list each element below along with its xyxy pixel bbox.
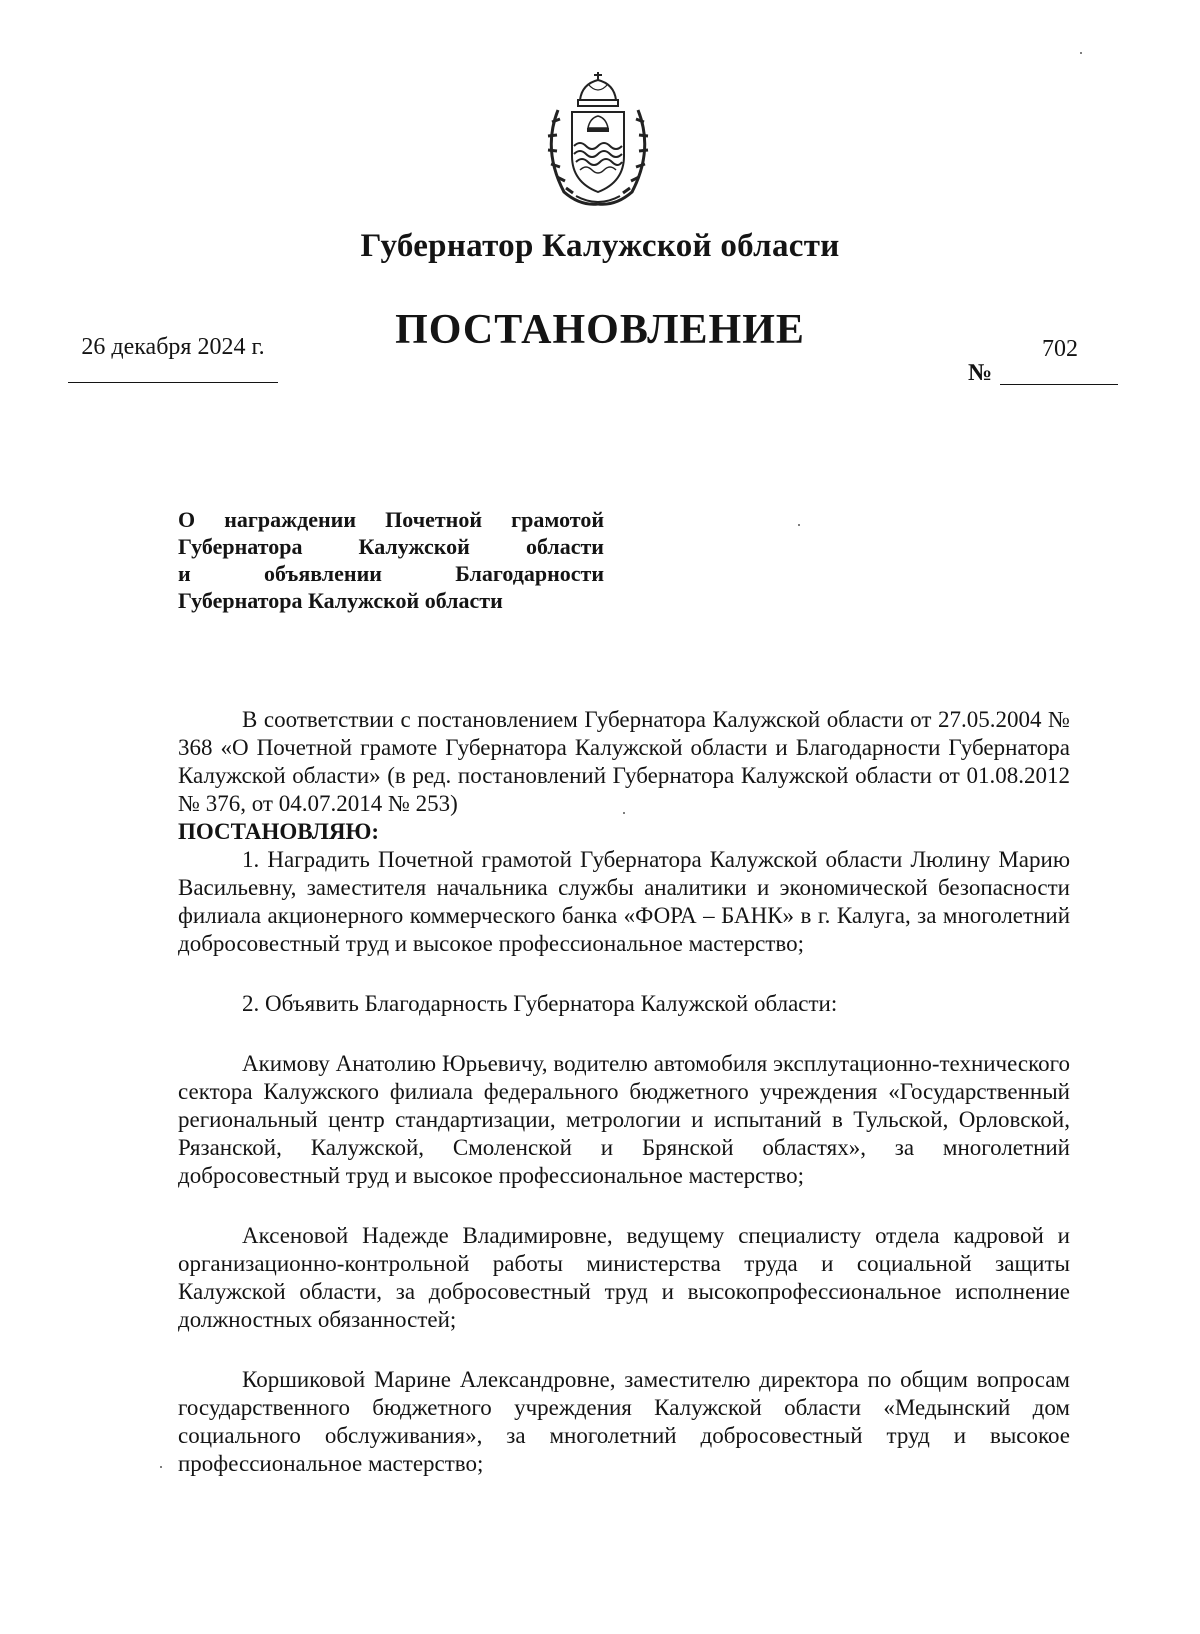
resolve-heading: ПОСТАНОВЛЯЮ: [178, 819, 380, 844]
scan-speck [623, 812, 625, 814]
document-number: 702 [1042, 336, 1078, 362]
date-underline [68, 382, 278, 383]
coat-of-arms-emblem [536, 70, 660, 210]
award-paragraph-aksenova: Аксеновой Надежде Владимировне, ведущему специалисту отдела кадровой и организационно-контрольной работы министерства труда и социальной защиты Калужской области, за добросовестный труд и высокопрофессиональное исполнение должностных обязанностей; [178, 1223, 1070, 1332]
scan-speck [1080, 52, 1082, 54]
number-sign: № [968, 360, 993, 386]
subject-line: и объявлении Благодарности [178, 561, 604, 586]
item-1-paragraph: 1. Наградить Почетной грамотой Губернатора Калужской области Люлину Марию Васильевну, заместителя начальника службы аналитики и экономической безопасности филиала акционерного коммерческого банка «ФОРА – БАНК» в г. Калуга, за многолетний добросовестный труд и высокое профессиональное мастерство; [178, 847, 1070, 956]
award-paragraph-akimov: Акимову Анатолию Юрьевичу, водителю автомобиля эксплутационно-технического сектора Калужского филиала федерального бюджетного учреждения «Государственный региональный центр стандартизации, метрологии и испытаний в Тульской, Орловской, Рязанской, Калужской, Смоленской и Брянской областях», за многолетний добросовестный труд и высокое профессиональное мастерство; [178, 1051, 1070, 1188]
subject-line: Губернатора Калужской области [178, 534, 604, 559]
subject-line: Губернатора Калужской области [178, 588, 503, 613]
subject-line: О награждении Почетной грамотой [178, 507, 604, 532]
number-underline [1000, 384, 1118, 385]
preamble-paragraph: В соответствии с постановлением Губернатора Калужской области от 27.05.2004 № 368 «О Почетной грамоте Губернатора Калужской области и Благодарности Губернатора Калужской области» (в ред. постановлений Губернатора Калужской области от 01.08.2012 № 376, от 04.07.2014 № 253) [178, 707, 1070, 816]
item-2-paragraph: 2. Объявить Благодарность Губернатора Калужской области: [242, 991, 838, 1016]
award-paragraph-korshikova: Коршиковой Марине Александровне, заместителю директора по общим вопросам государственного бюджетного учреждения Калужской области «Медынский дом социального обслуживания», за многолетний добросовестный труд и высокое профессиональное мастерство; [178, 1367, 1070, 1476]
document-type: ПОСТАНОВЛЕНИЕ [395, 307, 805, 353]
scan-speck [160, 1466, 162, 1468]
document-subject [178, 506, 604, 614]
scan-speck [798, 524, 800, 526]
document-date: 26 декабря 2024 г. [81, 334, 265, 360]
authority-title: Губернатор Калужской области [360, 228, 840, 264]
document-body [178, 706, 1070, 1478]
